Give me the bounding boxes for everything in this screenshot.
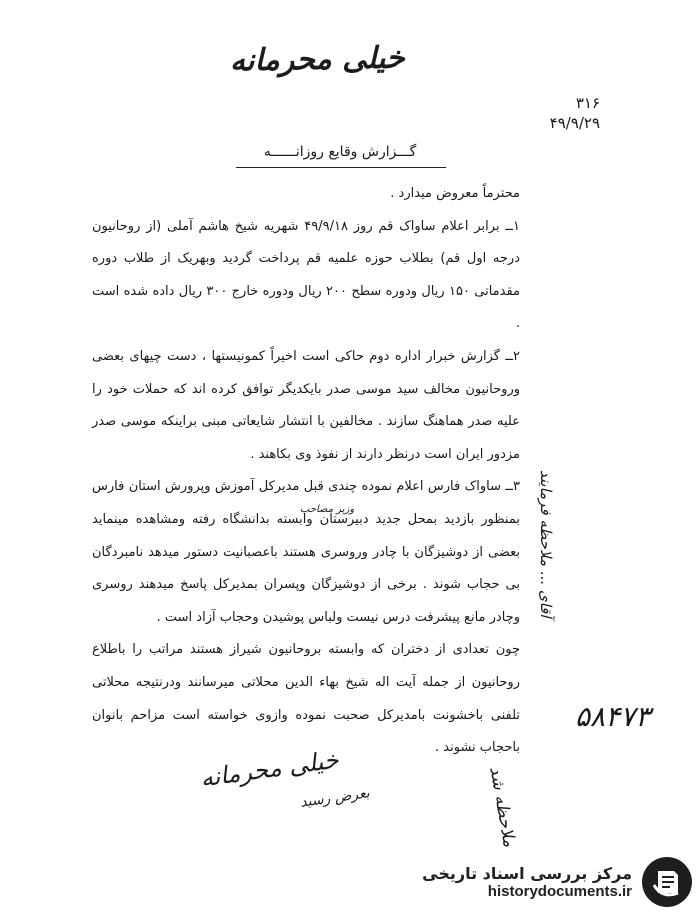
paragraph-1: ۱ــ برابر اعلام ساواک قم روز ۴۹/۹/۱۸ شهریه شیخ هاشم آملی (از روحانیون درجه اول قم) بطلاب حوزه علمیه قم پرداخت گردید وبهریک از طلاب دوره مقدماتی ۱۵۰ ریال ودوره سطح ۲۰۰ ریال ودوره خارج ۳۰۰ ریال داده شده است .	[92, 218, 521, 332]
footer-text	[422, 864, 632, 900]
document-number: ۳۱۶	[575, 94, 600, 112]
document-date: ۴۹/۹/۲۹	[549, 114, 600, 132]
paragraph-3: ۳ــ ساواک فارس اعلام نموده چندی قبل مدیرکل آموزش وپرورش استان فارس بمنظور بازدید بمحل جدید دبیرستان وابسته بدانشگاه رفته ومشاهده مینماید بعضی از دوشیزگان با چادر وروسری هستند باعصبانیت دستور میدهد نامبردگان بی حجاب شوند . برخی از دوشیزگان وپسران بمدیرکل پاسخ میدهند روسری وچادر مانع پیشرفت درس نیست ولباس پوشیدن وحجاب آزاد است .	[92, 479, 520, 625]
handwritten-number: ۵۸۴۷۳	[575, 700, 651, 733]
signature-main: خیلی محرمانه	[198, 745, 341, 793]
document-center-logo-icon	[642, 857, 692, 907]
paragraph-4: چون تعدادی از دختران که وابسته بروحانیون شیراز هستند مراتب را باطلاع روحانیون از جمله آیت اله شیخ بهاء الدین محلاتی میرسانند ودرنتیجه محلاتی تلفنی باخشونت بامدیرکل صحبت نموده وازوی خواسته است مزاحم بانوان باحجاب نشوند .	[92, 642, 520, 756]
margin-handwritten-note: آقای ... ملاحظه فرمایند	[537, 470, 555, 618]
signature-sub: بعرض رسید	[299, 785, 371, 811]
footer-watermark	[422, 857, 692, 907]
subject-underline	[236, 167, 446, 168]
footer-org-name: مرکز بررسی اسناد تاریخی	[422, 864, 632, 883]
document-subject: گـــزارش وقایع روزانــــــه	[263, 144, 417, 160]
classification-stamp: خیلی محرمانه	[229, 40, 405, 79]
signature-right: ملاحظه شد	[485, 765, 520, 849]
document-body	[92, 178, 520, 765]
salutation: محترماً معروض میدارد .	[390, 186, 520, 201]
interlinear-note: وزیر مصاحب	[300, 504, 355, 515]
paragraph-2: ۲ــ گزارش خبرار اداره دوم حاکی است اخیراً کمونیستها ، دست چیهای بعضی وروحانیون مخالف سید موسی صدر بایکدیگر توافق کرده اند که حملات خود را علیه صدر هماهنگ سازند . مخالفین با انتشار شایعاتی مبنی براینکه موسی صدر مزدور ایران است درنظر دارند از نفوذ وی بکاهند .	[92, 348, 520, 462]
footer-url: historydocuments.ir	[487, 883, 632, 900]
